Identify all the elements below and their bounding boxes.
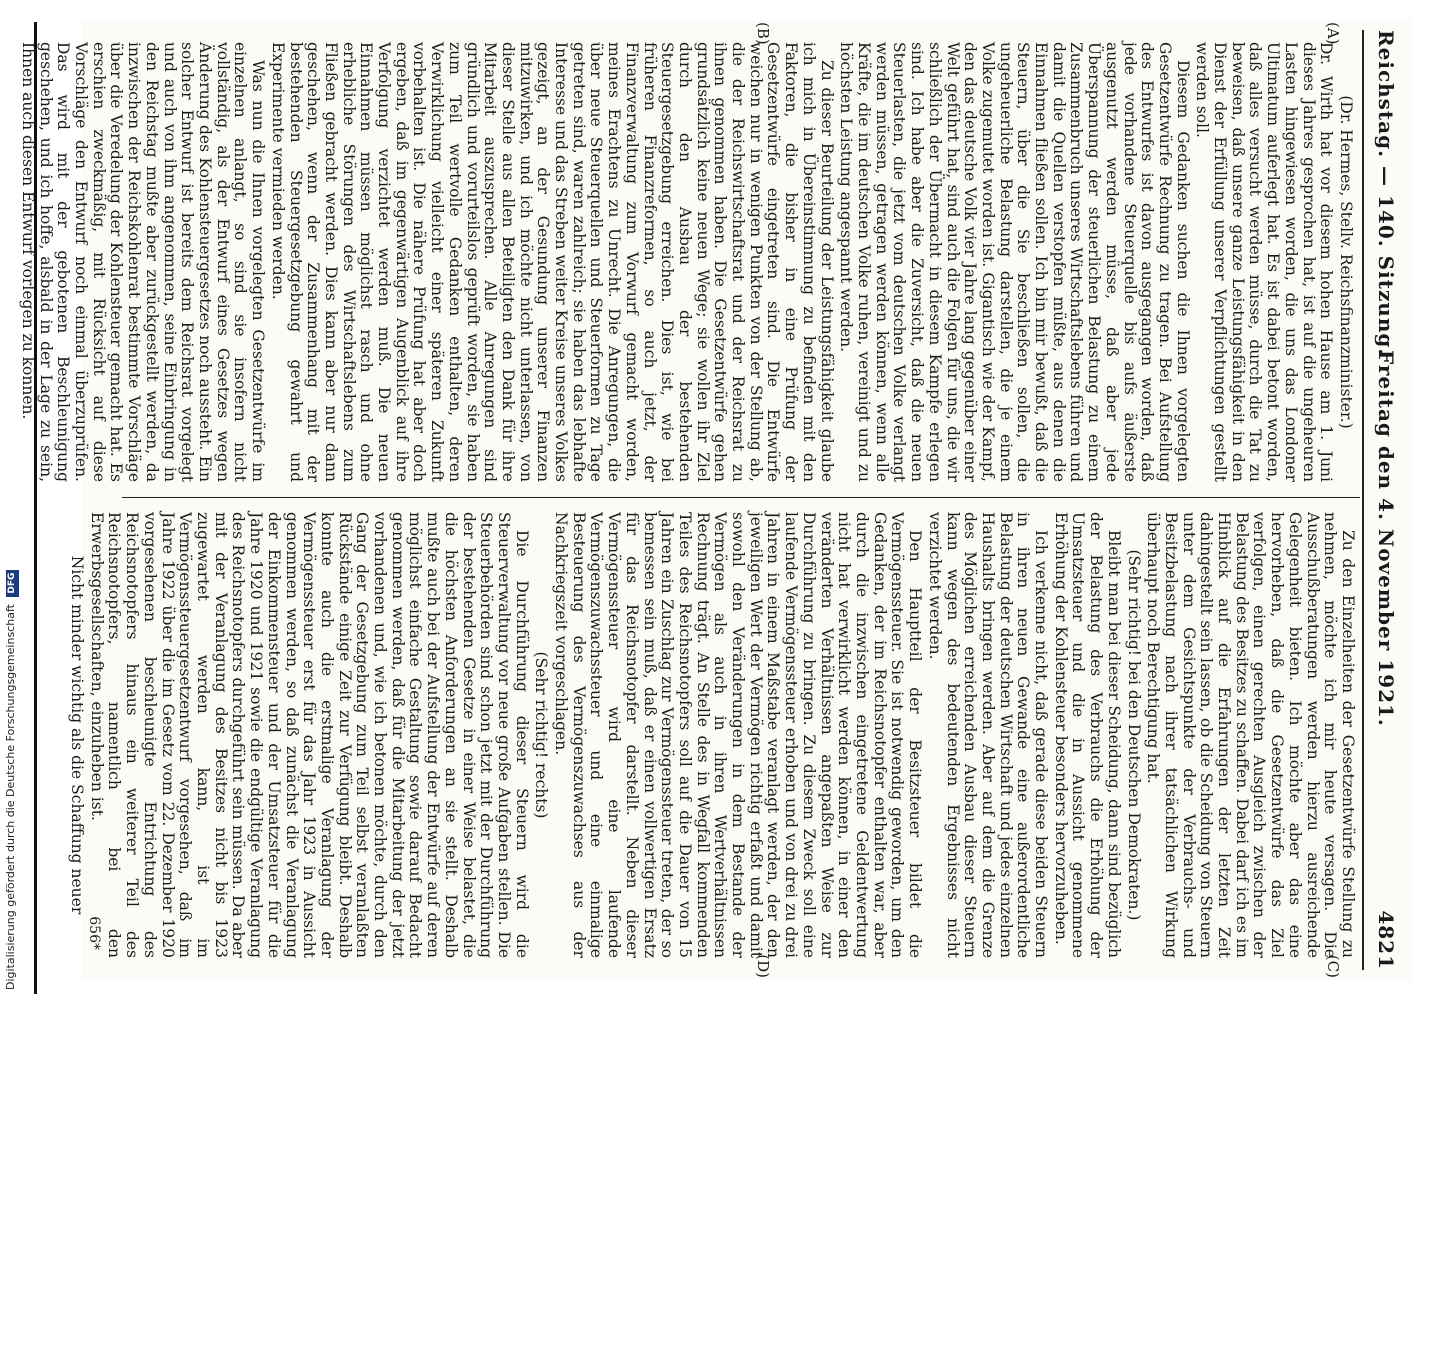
header-date: Freitag den 4. November 1921.: [1374, 350, 1398, 727]
page-header: [1362, 30, 1404, 970]
interjection: (Sehr richtig! rechts): [532, 651, 551, 819]
paragraph: Zu den Einzelheiten der Gesetzentwürfe Stellung zu nehmen, möchte ich mir heute versagen. Die Ausschußberatungen werden hierzu ausreichende Gelegenheit bieten. Ich möchte aber das eine hervorheben, daß die Gesetzentwürfe das Ziel verfolgen, einen gerechten Ausgleich zwischen der Belastung des Besitzes zu schaffen. Dabei darf ich es im Hinblick auf die Erfahrungen der letzten Zeit dahingestellt sein lassen, ob die Scheidung von Steuern unter dem Gesichtspunkte der Verbrauchs- und Besitzbelastung nach ihrer tatsächlichen Wirkung überhaupt noch Berechtigung hat.: [1144, 512, 1357, 958]
paragraph: Diesem Gedanken suchen die Ihnen vorgelegten Gesetzentwürfe Rechnung zu tragen. Bei Aufstellung des Entwurfes ist davon ausgegangen worden, daß jede vorhandene Steuerquelle bis aufs äußerste ausgenutzt werden müsse, daß aber jede Überspannung der steuerlichen Belastung zu einem Zusammenbruch unseres Wirtschaftslebens führen und damit die Quellen verstopfen müßte, aus denen die Einnahmen fließen sollen. Ich bin mir bewußt, daß die Steuern, über die Sie beschließen sollen, die ungeheuerliche Belastung darstellen, die je einem Volke zugemutet worden ist. Gigantisch wie der Kampf, den das deutsche Volk vier Jahre lang gegenüber einer Welt geführt hat, sind auch die Folgen für uns, die wir schließlich der Übermacht in diesem Kampfe erlegen sind. Ich habe aber die Zuversicht, daß die neuen Steuerlasten, die jetzt vom deutschen Volke verlangt werden müssen, getragen werden können, wenn alle Kräfte, die im deutschen Volke ruhen, vereinigt und zu höchsten Leistung angespannt werden.: [837, 42, 1192, 482]
closing-line: Nicht minder wichtig als die Schaffung neuer: [68, 555, 87, 915]
credit-text: Digitalisierung gefördert durch die Deutsche Forschungsgemeinschaft: [4, 604, 17, 990]
paragraph: Den Hauptteil der Besitzsteuer bildet die Vermögenssteuer. Sie ist notwendig geworden, um den Gedanken, der im Reichsnotopfer enthalten war, aber durch die inzwischen eingetretene Geldentwertung nicht hat verwirklicht werden können, in einer den veränderten Verhältnissen angepaßten Weise zur Durchführung zu bringen. Zu diesem Zweck soll eine laufende Vermögenssteuer erhoben und von drei zu drei Jahren in einem Maßstabe veranlagt werden, der den jeweiligen Wert der Vermögen richtig erfaßt und damit sowohl den Veränderungen in dem Bestande der Vermögen als auch in ihren Wertverhältnissen Rechnung trägt. An Stelle des in Wegfall kommenden Teiles des Reichsnotopfers soll auf die Dauer von 15 Jahren ein Zuschlag zur Vermögenssteuer treten, der so bemessen sein muß, daß er einen vollwertigen Ersatz für das Reichsnotopfer darstellt. Neben dieser Vermögenssteuer wird eine laufende Vermögenszuwachssteuer und eine einmalige Besteuerung des Vermögenszuwachses aus der Nachkriegszeit vorgeschlagen.: [552, 512, 925, 958]
footer-page-number: 656*: [86, 916, 102, 950]
dfg-logo: DFG: [6, 570, 19, 597]
margin-marker-c: (C): [1324, 954, 1342, 978]
page-content-rotated: [18, 20, 1412, 980]
margin-marker-b: (B): [754, 22, 772, 45]
header-session: Reichstag. — 140. Sitzung.: [1374, 30, 1398, 357]
paragraph: Die Durchführung dieser Steuern wird die Steuerverwaltung vor neue große Aufgaben stellen. Die Steuerbehörden sind schon jetzt mit der Durchführung der bestehenden Gesetze in einer Weise belastet, die die höchsten Anforderungen an sie stellt. Deshalb mußte auch bei der Aufstellung der Entwürfe auf deren möglichst einfache Gestaltung sowie darauf Bedacht genommen werden, daß für die Mitarbeitung der jetzt vorhandenen und, wie ich betonen möchte, durch den Gang der Gesetzgebung zum Teil selbst veranlaßten Rückstände einige Zeit zur Verfügung bleibt. Deshalb konnte auch die erstmalige Veranlagung der Vermögenssteuer erst für das Jahr 1923 in Aussicht genommen werden, so daß zunächst die Veranlagung der Einkommensteuer und der Umsatzsteuer für die Jahre 1920 und 1921 sowie die endgültige Veranlagung des Reichsnotopfers durchgeführt sein müssen. Da aber mit der Veranlagung des Besitzes nicht bis 1923 zugewartet werden kann, ist im Vermögenssteuergesetzentwurf vorgesehen, daß im Jahre 1922 über die im Gesetz vom 22. Dezember 1920 vorgesehenen beschleunigte Entrichtung des Reichsnotopfers hinaus ein weiterer Teil des Reichsnotopfers, namentlich bei den Erwerbsgesellschaften, einzuheben ist.: [87, 512, 531, 958]
paragraph: Zu dieser Beurteilung der Leistungsfähigkeit glaube ich mich in Übereinstimmung zu befinden mit den Faktoren, die bisher in eine Prüfung der Gesetzentwürfe eingetreten sind. Die Entwürfe weichen nur in wenigen Punkten von der Stellung ab, die der Reichswirtschaftsrat und der Reichsrat zu ihnen genommen haben. Die Gesetzentwürfe gehen grundsätzlich keine neuen Wege; sie wollen ihr Ziel durch den Ausbau der bestehenden Steuergesetzgebung erreichen. Dies ist, wie bei früheren Finanzreformen, so auch jetzt, der Finanzverwaltung zum Vorwurf gemacht worden, meines Erachtens zu Unrecht. Die Anregungen, die über neue Steuerquellen und Steuerformen zu Tage getreten sind, waren zahlreich; sie haben das lebhafte Interesse und das Streben weiter Kreise unseres Volkes gezeigt, an der Gesundung unserer Finanzen mitzuwirken, und ich möchte nicht unterlassen, von dieser Stelle aus allen Beteiligten den Dank für ihre Mitarbeit auszusprechen. Alle Anregungen sind gründlich und vorurteilslos geprüft worden, sie haben zum Teil wertvolle Gedanken enthalten, deren Verwirklichung vielleicht einer späteren Zukunft vorbehalten ist. Die nähere Prüfung hat aber doch ergeben, daß im gegenwärtigen Augenblick auf ihre Verfolgung verzichtet werden muß. Die neuen Einnahmen müssen möglichst rasch und ohne erhebliche Störungen des Wirtschaftslebens zum Fließen gebracht werden. Dies kann aber nur dann geschehen, wenn der Zusammenhang mit der bestehenden Steuergesetzgebung gewahrt und Experimente vermieden werden.: [268, 42, 836, 482]
margin-marker-a: (A): [1324, 22, 1342, 45]
speaker-line: (Dr. Hermes, Stellv. Reichsfinanzminister.): [1337, 95, 1355, 429]
interjection: (Sehr richtig! bei den Deutschen Demokraten.): [1124, 549, 1143, 921]
margin-marker-d: (D): [754, 954, 772, 978]
paragraph: Bleibt man bei dieser Scheidung, dann sind bezüglich der Belastung des Verbrauchs die Erhöhung der Umsatzsteuer und die in Aussicht genommene Erhöhung der Kohlensteuer besonders hervorzuheben.: [1051, 512, 1123, 958]
paragraph: Ich verkenne nicht, daß gerade diese beiden Steuern in ihren neuen Gewande eine außerordentliche Belastung der deutschen Wirtschaft und jedes einzelnen Haushalts bringen werden. Aber auf dem die Grenze des Möglichen erreichenden Ausbau dieser Steuern kann wegen des bedeutenden Ergebnisses nicht verzichtet werden.: [925, 512, 1051, 958]
paragraph: Dr. Wirth hat vor diesem hohen Hause am 1. Juni dieses Jahres gesprochen hat, ist auf die ungeheuren Lasten hingewiesen worden, die uns das Londoner Ultimatum auferlegt hat. Es ist dabei betont worden, daß alles versucht werden müsse, durch die Tat zu beweisen, daß unsere ganze Leistungsfähigkeit in den Dienst der Erfüllung unserer Verpflichtungen gestellt werden soll.: [1193, 42, 1336, 482]
paragraph: Was nun die Ihnen vorgelegten Gesetzentwürfe im einzelnen anlangt, so sind sie insofern nicht vollständig, als der Entwurf eines Gesetzes wegen Änderung des Kohlensteuergesetzes noch aussteht. Ein solcher Entwurf ist bereits dem Reichsrat vorgelegt und auch von ihm angenommen, seine Einbringung in den Reichstag mußte aber zurückgestellt werden, da inzwischen der Reichskohlenrat bestimmte Vorschläge über die Veredelung der Kohlensteuer gemacht hat. Es erschien zweckmäßig, mit Rücksicht auf diese Vorschläge den Entwurf noch einmal überzuprüfen. Das wird mit der gebotenen Beschleunigung geschehen, und ich hoffe, alsbald in der Lage zu sein, Ihnen auch diesen Entwurf vorlegen zu können.: [18, 42, 268, 482]
left-text-column: [18, 42, 1356, 482]
column-divider: [122, 497, 1360, 498]
scanned-page: [18, 20, 1398, 1350]
header-page-number: 4821: [1374, 910, 1398, 970]
